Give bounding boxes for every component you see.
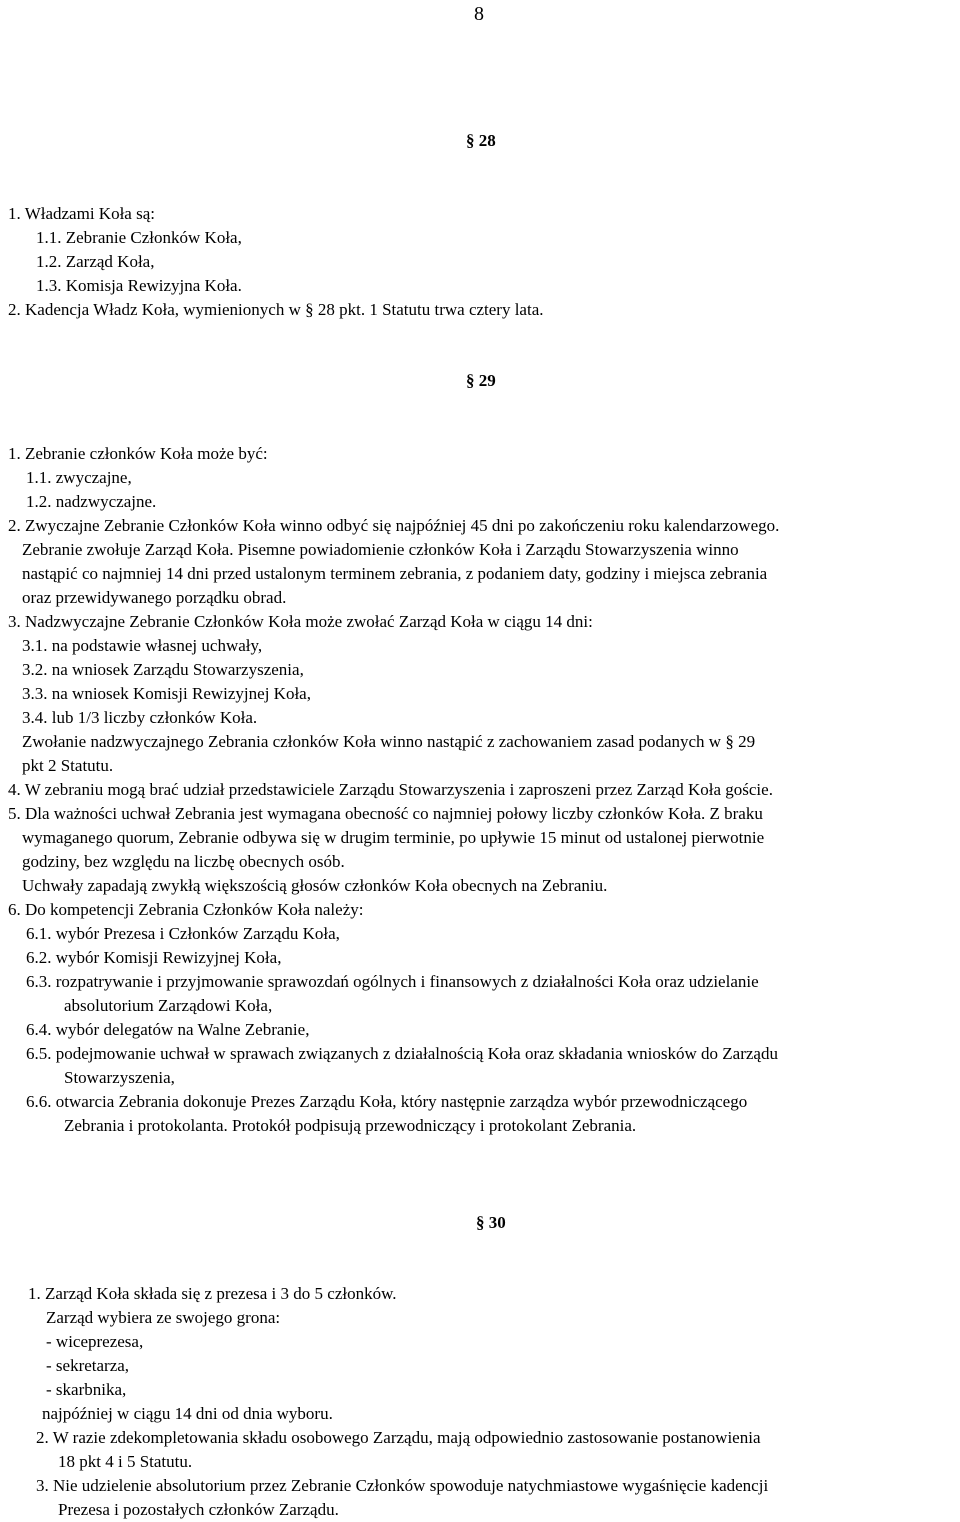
text-line: 3.2. na wniosek Zarządu Stowarzyszenia, [22,660,304,679]
text-line: 3. Nie udzielenie absolutorium przez Zebranie Członków spowoduje natychmiastowe wygaśnięcie kadencji [36,1476,769,1495]
text-line: wymaganego quorum, Zebranie odbywa się w drugim terminie, po upływie 15 minut od ustalonej pierwotnie [22,828,765,847]
text-line: 5. Dla ważności uchwał Zebrania jest wymagana obecność co najmniej połowy liczby członków Koła. Z braku [8,804,763,823]
text-line: 6.4. wybór delegatów na Walne Zebranie, [26,1020,310,1039]
text-line: 1. Władzami Koła są: [8,204,155,223]
text-line: 3.4. lub 1/3 liczby członków Koła. [22,708,258,727]
text-line: 1.2. Zarząd Koła, [36,252,155,271]
text-line: 6.1. wybór Prezesa i Członków Zarządu Koła, [26,924,340,943]
text-line: 6.3. rozpatrywanie i przyjmowanie sprawozdań ogólnych i finansowych z działalności Koła oraz udzielanie [26,972,759,991]
text-line: 3. Nadzwyczajne Zebranie Członków Koła może zwołać Zarząd Koła w ciągu 14 dni: [8,612,593,631]
text-line: Uchwały zapadają zwykłą większością głosów członków Koła obecnych na Zebraniu. [22,876,608,895]
text-line: 6. Do kompetencji Zebrania Członków Koła należy: [8,900,364,919]
text-line: 1. Zebranie członków Koła może być: [8,444,268,463]
text-line: Zebrania i protokolanta. Protokół podpisują przewodniczący i protokolant Zebrania. [64,1116,637,1135]
text-line: Zebranie zwołuje Zarząd Koła. Pisemne powiadomienie członków Koła i Zarządu Stowarzyszenia winno [22,540,739,559]
text-line: 2. W razie zdekompletowania składu osobowego Zarządu, mają odpowiednio zastosowanie postanowienia [36,1428,761,1447]
text-line: 2. Kadencja Władz Koła, wymienionych w § 28 pkt. 1 Statutu trwa cztery lata. [8,300,544,319]
text-line: najpóźniej w ciągu 14 dni od dnia wyboru. [42,1404,333,1423]
text-line: 6.6. otwarcia Zebrania dokonuje Prezes Zarządu Koła, który następnie zarządza wybór przewodniczącego [26,1092,748,1111]
text-line: nastąpić co najmniej 14 dni przed ustalonym terminem zebrania, z podaniem daty, godziny i miejsca zebrania [22,564,768,583]
text-line: - sekretarza, [46,1356,130,1375]
text-line: - skarbnika, [46,1380,127,1399]
text-line: absolutorium Zarządowi Koła, [64,996,273,1015]
text-line: Zwołanie nadzwyczajnego Zebrania członków Koła winno nastąpić z zachowaniem zasad podanych w § 29 [22,732,756,751]
text-line: pkt 2 Statutu. [22,756,114,775]
text-line: 1.3. Komisja Rewizyjna Koła. [36,276,242,295]
text-line: 1.2. nadzwyczajne. [26,492,157,511]
text-line: 1.1. Zebranie Członków Koła, [36,228,242,247]
text-line: oraz przewidywanego porządku obrad. [22,588,287,607]
text-line: Stowarzyszenia, [64,1068,175,1087]
text-line: 6.5. podejmowanie uchwał w sprawach związanych z działalnością Koła oraz składania wniosków do Zarządu [26,1044,778,1063]
text-line: 1. Zarząd Koła składa się z prezesa i 3 do 5 członków. [28,1284,397,1303]
section-heading: § 28 [466,131,496,150]
text-line: 3.3. na wniosek Komisji Rewizyjnej Koła, [22,684,311,703]
text-line: - wiceprezesa, [46,1332,144,1351]
text-line: 3.1. na podstawie własnej uchwały, [22,636,263,655]
text-line: godziny, bez względu na liczbę obecnych osób. [22,852,345,871]
text-line: Prezesa i pozostałych członków Zarządu. [58,1500,339,1519]
text-line: 2. Zwyczajne Zebranie Członków Koła winno odbyć się najpóźniej 45 dni po zakończeniu roku kalendarzowego. [8,516,780,535]
text-line: 6.2. wybór Komisji Rewizyjnej Koła, [26,948,282,967]
text-line: 1.1. zwyczajne, [26,468,132,487]
text-line: 18 pkt 4 i 5 Statutu. [58,1452,193,1471]
page-number: 8 [474,3,484,25]
section-heading: § 29 [466,371,496,390]
text-line: 4. W zebraniu mogą brać udział przedstawiciele Zarządu Stowarzyszenia i zaproszeni przez Zarząd Koła goście. [8,780,773,799]
section-heading: § 30 [476,1213,506,1232]
text-line: Zarząd wybiera ze swojego grona: [46,1308,281,1327]
